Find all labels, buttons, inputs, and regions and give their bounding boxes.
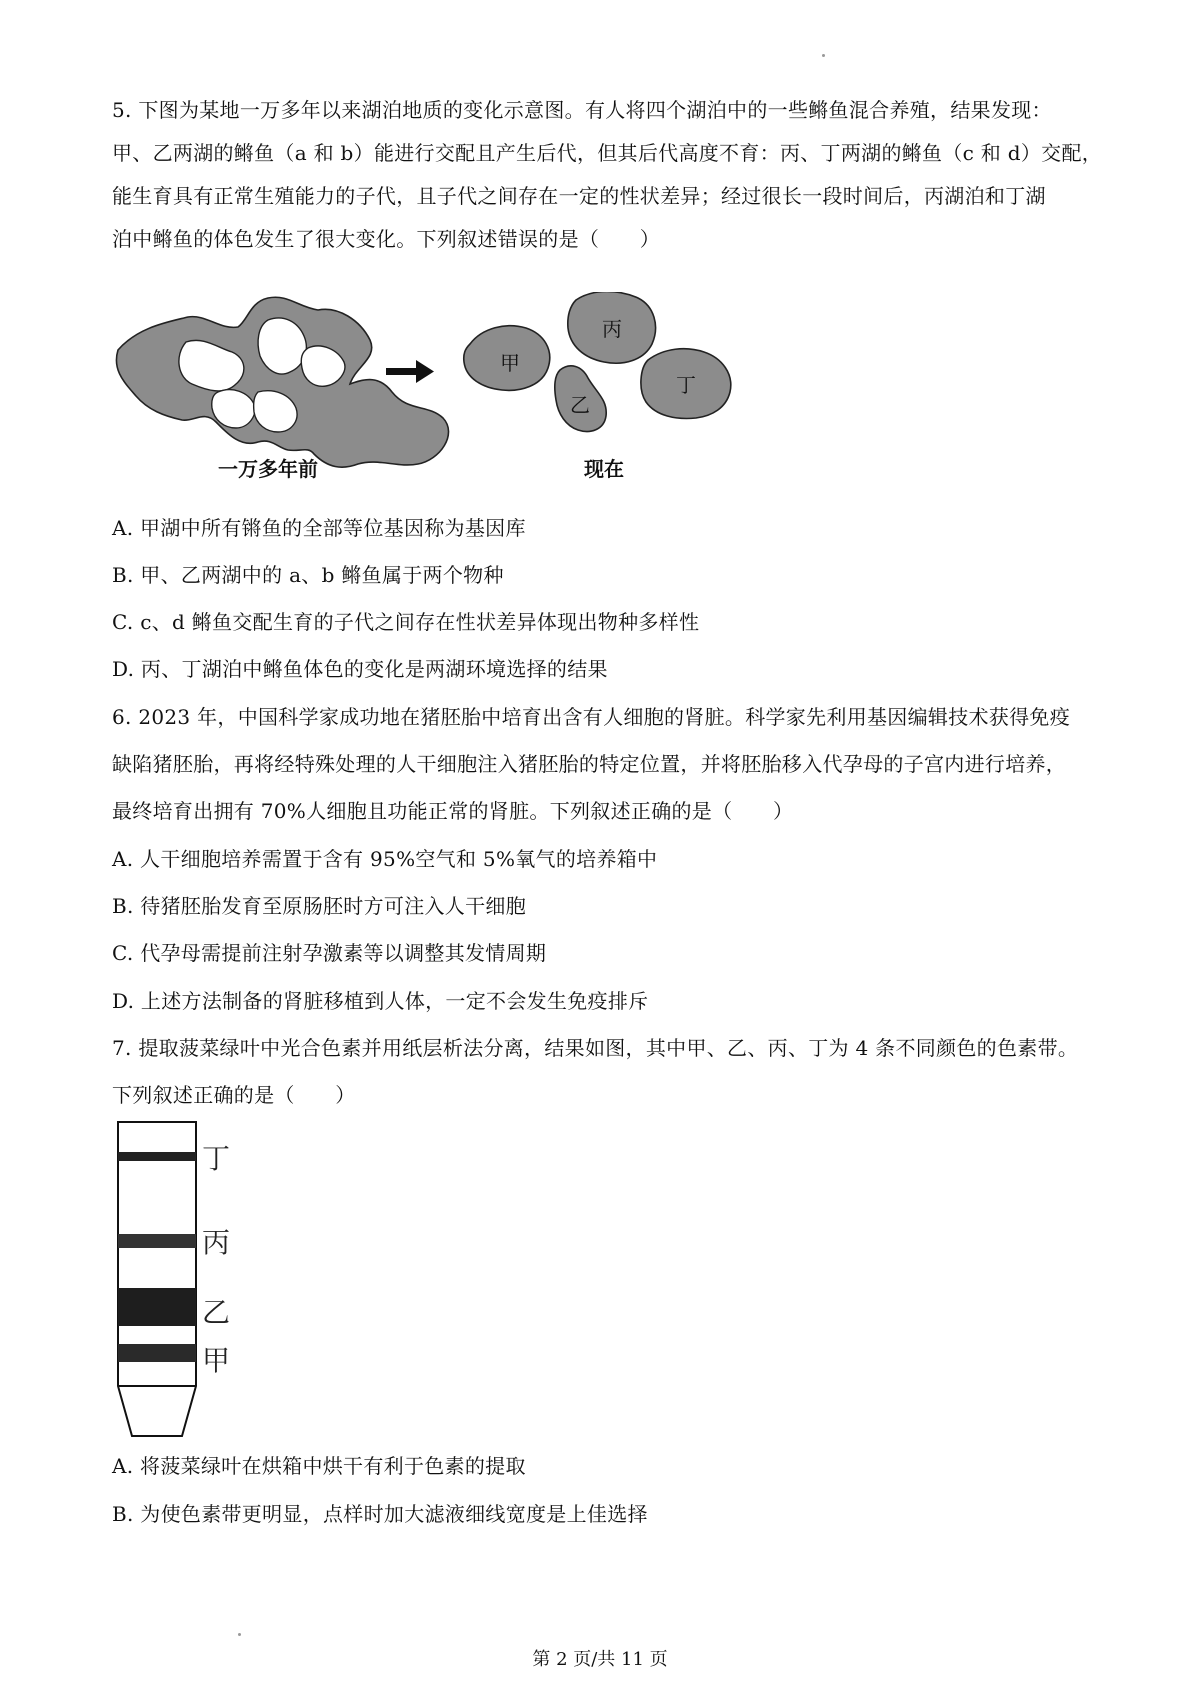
q6-option-d: D. 上述方法制备的肾脏移植到人体，一定不会发生免疫排斥 — [112, 989, 649, 1013]
pigment-band-yi — [118, 1288, 196, 1326]
scan-speck — [822, 54, 825, 57]
lake-ding-label: 丁 — [676, 373, 696, 397]
q5-option-c: C. c、d 鳉鱼交配生育的子代之间存在性状差异体现出物种多样性 — [112, 610, 700, 634]
q5-option-a: A. 甲湖中所有锵鱼的全部等位基因称为基因库 — [112, 516, 526, 540]
lake-change-diagram — [108, 292, 828, 487]
lake-yi-label: 乙 — [570, 393, 590, 417]
q6-option-c: C. 代孕母需提前注射孕激素等以调整其发情周期 — [112, 941, 547, 965]
q5-option-d: D. 丙、丁湖泊中鳉鱼体色的变化是两湖环境选择的结果 — [112, 657, 608, 681]
lake-jia-label: 甲 — [500, 351, 520, 375]
ancient-lake-shape — [116, 297, 448, 467]
lake-bing-label: 丙 — [602, 317, 622, 341]
band-label-yi: 乙 — [202, 1296, 231, 1329]
pigment-band-ding — [118, 1152, 196, 1161]
band-label-bing: 丙 — [202, 1226, 231, 1259]
caption-past: 一万多年前 — [218, 457, 318, 481]
q5-stem-line-2: 甲、乙两湖的鳉鱼（a 和 b）能进行交配且产生后代，但其后代高度不育：丙、丁两湖的鳉鱼（c 和 d）交配， — [112, 141, 1103, 165]
q5-option-b: B. 甲、乙两湖中的 a、b 鳉鱼属于两个物种 — [112, 563, 504, 587]
q5-stem-line-3: 能生育具有正常生殖能力的子代，且子代之间存在一定的性状差异；经过很长一段时间后，丙湖泊和丁湖 — [112, 184, 1046, 208]
page-footer: 第 2 页/共 11 页 — [532, 1649, 668, 1670]
q7-stem-line-2: 下列叙述正确的是（ ） — [112, 1083, 356, 1107]
q6-option-a: A. 人干细胞培养需置于含有 95%空气和 5%氧气的培养箱中 — [112, 847, 658, 871]
band-label-ding: 丁 — [202, 1142, 231, 1175]
filter-paper-strip — [118, 1122, 196, 1436]
q7-option-a: A. 将菠菜绿叶在烘箱中烘干有利于色素的提取 — [112, 1454, 526, 1478]
q7-option-b: B. 为使色素带更明显，点样时加大滤液细线宽度是上佳选择 — [112, 1502, 648, 1526]
q6-stem-line-3: 最终培育出拥有 70%人细胞且功能正常的肾脏。下列叙述正确的是（ ） — [112, 799, 794, 823]
scan-speck — [238, 1633, 241, 1636]
q7-stem-line-1: 7. 提取菠菜绿叶中光合色素并用纸层析法分离，结果如图，其中甲、乙、丙、丁为 4 条不同颜色的色素带。 — [112, 1036, 1079, 1060]
pigment-band-jia — [118, 1344, 196, 1362]
q6-option-b: B. 待猪胚胎发育至原肠胚时方可注入人干细胞 — [112, 894, 527, 918]
q6-stem-line-2: 缺陷猪胚胎，再将经特殊处理的人干细胞注入猪胚胎的特定位置，并将胚胎移入代孕母的子宫内进行培养， — [112, 752, 1067, 776]
chromatography-strip-diagram — [110, 1118, 260, 1438]
band-label-jia: 甲 — [202, 1344, 231, 1377]
arrow-right-icon — [386, 360, 434, 383]
q5-stem-line-1: 5. 下图为某地一万多年以来湖泊地质的变化示意图。有人将四个湖泊中的一些鳉鱼混合养殖，结果发现： — [112, 98, 1052, 122]
q5-stem-line-4: 泊中鳉鱼的体色发生了很大变化。下列叙述错误的是（ ） — [112, 227, 661, 251]
q6-stem-line-1: 6. 2023 年，中国科学家成功地在猪胚胎中培育出含有人细胞的肾脏。科学家先利用基因编辑技术获得免疫 — [112, 705, 1070, 729]
caption-now: 现在 — [584, 457, 624, 481]
pigment-band-bing — [118, 1234, 196, 1248]
